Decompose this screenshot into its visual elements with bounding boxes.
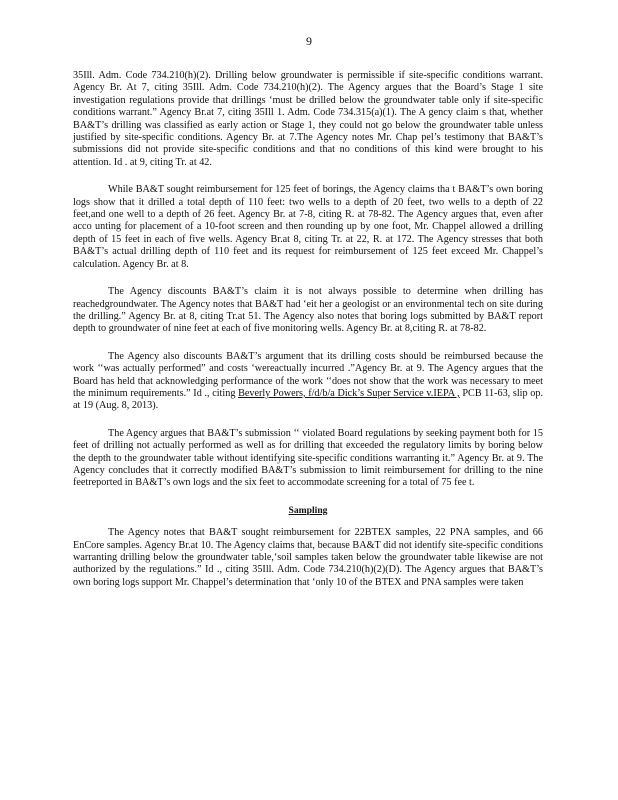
case-citation-underlined: Beverly Powers, f/d/b/a Dick’s Super Service v.IEPA , xyxy=(238,387,460,399)
paragraph-5-text: The Agency argues that BA&T’s submission ‘‘ violated Board regulations by seeking payment both for 15 feet of drilling not actually performed as well as for drilling that exceeded the regulatory limits by boring below the depth to the groundwater table without identifying site-specific conditions warranting it.” Agency Br. at 9. The Agency concludes that it correctly modified BA&T’s submission to limit reimbursement for drilling to the nine feetreported in BA&T’s own logs and the six feet to accommodate screening for a total of 75 fee t. xyxy=(73,427,543,489)
paragraph-1: 35Ill. Adm. Code 734.210(h)(2). Drilling below groundwater is permissible if site-specific conditions warrant. Agency Br. At 7, citing 35Ill. Adm. Code 734.210(h)(2). The Agency argues that the Board’s Stage 1 site investigation regulations provide that drillings ‘must be drilled below the groundwater table only if site-specific conditions warrant.” Agency Br.at 7, citing 35Ill 1. Adm. Code 734.315(a)(1). The A gency claim s that, whether BA&T’s drilling was classified as early action or Stage 1, they could not go below the groundwater table unless justified by site-specific conditions. Agency Br. at 7.The Agency notes Mr. Chap pel’s testimony that BA&T’s submissions did not provide site-specific conditions and that no conditions of this kind were brought to his attention. Id . at 9, citing Tr. at 42. xyxy=(73,70,543,168)
paragraph-4-text: The Agency also discounts BA&T’s argument that its drilling costs should be reimbursed because the work ‘‘was actually performed” and costs ‘wereactually incurred .”Agency Br. at 9. The Agency argues that the Board has held that acknowledging performance of the work ‘‘does not show that the work was necessary to meet the minimum requirements.” Id ., citing xyxy=(73,350,543,399)
section-heading-sampling: Sampling xyxy=(288,504,328,516)
paragraph-2 xyxy=(73,184,543,271)
case-citation-rest: PCB 11-63, slip op. at 19 (Aug. 8, 2013). xyxy=(73,387,543,412)
paragraph-5 xyxy=(73,428,543,490)
paragraph-3-text: The Agency discounts BA&T’s claim it is not always possible to determine when drilling has reachedgroundwater. The Agency notes that BA&T had ‘eit her a geologist or an environmental tech on site during the drilling.” Agency Br. at 8, citing Tr.at 51. The Agency also notes that boring logs submitted by BA&T report depth to groundwater of nine feet at each of five monitoring wells. Agency Br. at 8,citing R. at 78-82. xyxy=(73,286,543,335)
document-body xyxy=(73,70,543,604)
page-number: 9 xyxy=(306,34,312,48)
paragraph-2-text: While BA&T sought reimbursement for 125 feet of borings, the Agency claims tha t BA&T’s own boring logs show that it drilled a total depth of 110 feet: two wells to a depth of 20 feet, two wells to a depth of 22 feet,and one well to a depth of 26 feet. Agency Br. at 7-8, citing R. at 78-82. The Agency argues that, even after acco unting for placement of a 10-foot screen and then rounding up by one foot, Mr. Chappel allowed a drilling depth of 15 feet in each of five wells. Agency Br.at 8, citing Tr. at 22, R. at 172. The Agency stresses that both BA&T’s actual drilling depth of 110 feet and its request for reimbursement of 125 feet exceed Mr. Chappel’s calculation. Agency Br. at 8. xyxy=(73,184,543,270)
paragraph-6 xyxy=(73,527,543,589)
paragraph-6-text: The Agency notes that BA&T sought reimbursement for 22BTEX samples, 22 PNA samples, and 66 EnCore samples. Agency Br.at 10. The Agency claims that, because BA&T did not identify site-specific conditions warranting drilling below the groundwater table,‘soil samples taken below the groundwater table likewise are not authorized by the regulations.” Id ., citing 35Ill. Adm. Code 734.210(h)(2)(D). The Agency argues that BA&T’s own boring logs support Mr. Chappel’s determination that ‘only 10 of the BTEX and PNA samples were taken xyxy=(73,527,543,588)
paragraph-4 xyxy=(73,351,543,413)
paragraph-3 xyxy=(73,286,543,336)
